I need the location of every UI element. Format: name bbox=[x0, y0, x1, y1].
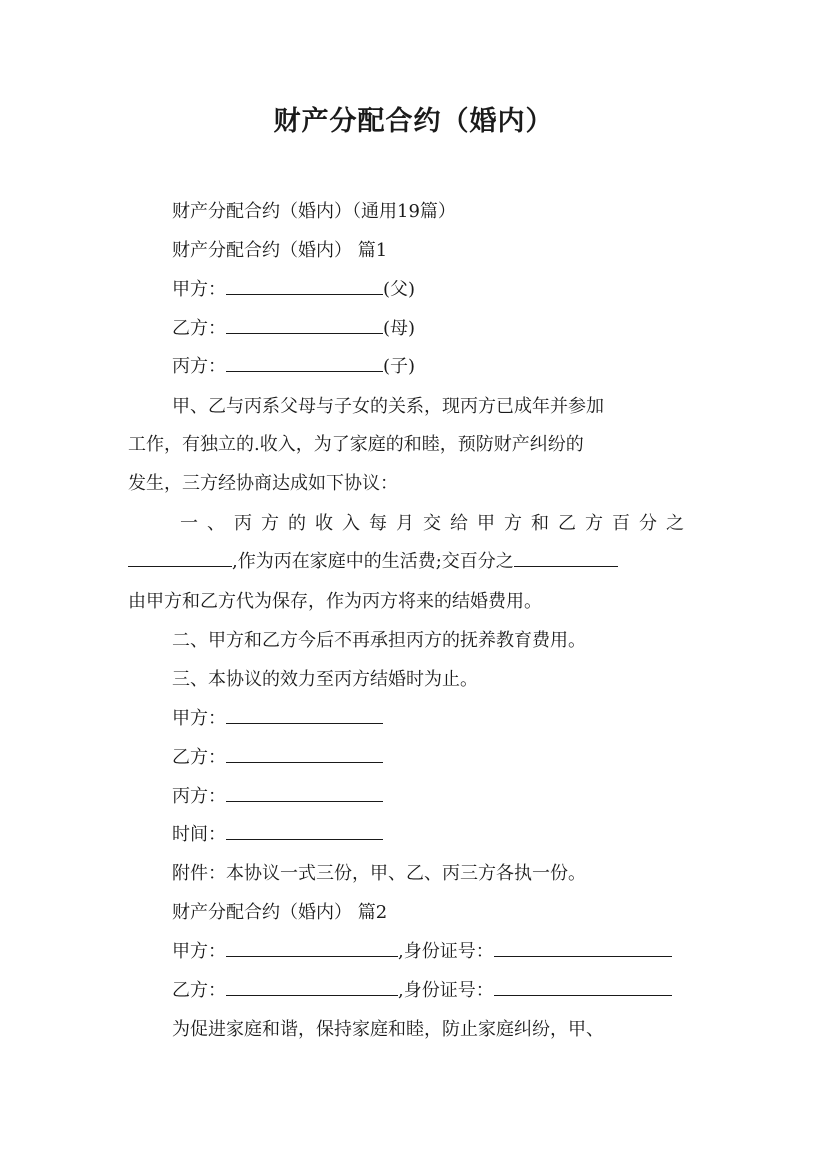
party-c-blank bbox=[226, 353, 383, 372]
document-subtitle: 财产分配合约（婚内）（通用19篇） bbox=[172, 201, 456, 222]
party-a-line bbox=[172, 276, 415, 304]
clause-1-line-2 bbox=[128, 548, 701, 576]
paragraph-1-line-1: 甲、乙与丙系父母与子女的关系，现丙方已成年并参加 bbox=[172, 396, 604, 417]
signature-b-label: 乙方： bbox=[172, 747, 226, 768]
attachment-note: 附件：本协议一式三份，甲、乙、丙三方各执一份。 bbox=[172, 863, 586, 884]
section-2-party-a-blank bbox=[226, 938, 398, 957]
signature-c-line bbox=[172, 783, 383, 811]
party-c-line bbox=[172, 353, 415, 381]
party-a-note: (父) bbox=[383, 279, 416, 300]
party-c-note: (子) bbox=[383, 356, 416, 377]
signature-c-label: 丙方： bbox=[172, 786, 226, 807]
signature-a-label: 甲方： bbox=[172, 708, 226, 729]
signature-b-blank bbox=[226, 744, 383, 763]
section-2-paragraph-1-line-1: 为促进家庭和谐，保持家庭和睦，防止家庭纠纷，甲、 bbox=[172, 1019, 604, 1040]
clause-1-blank-percent-saving bbox=[514, 548, 618, 567]
clause-2: 二、甲方和乙方今后不再承担丙方的抚养教育费用。 bbox=[172, 630, 586, 651]
signature-a-line bbox=[172, 705, 383, 733]
party-a-blank bbox=[226, 276, 383, 295]
signature-b-line bbox=[172, 744, 383, 772]
section-2-party-b-label: 乙方： bbox=[172, 980, 226, 1001]
party-c-label: 丙方： bbox=[172, 356, 226, 377]
paragraph-1-line-3: 发生，三方经协商达成如下协议： bbox=[128, 473, 398, 494]
party-b-note: (母) bbox=[383, 318, 416, 339]
section-2-party-a-line bbox=[172, 938, 672, 966]
party-a-label: 甲方： bbox=[172, 279, 226, 300]
section-2-id-label-a: ,身份证号： bbox=[398, 941, 494, 962]
section-2-id-label-b: ,身份证号： bbox=[398, 980, 494, 1001]
party-b-label: 乙方： bbox=[172, 318, 226, 339]
signature-c-blank bbox=[226, 783, 383, 802]
party-b-line bbox=[172, 315, 415, 343]
section-1-heading: 财产分配合约（婚内） 篇1 bbox=[172, 240, 388, 261]
signature-time-label: 时间： bbox=[172, 824, 226, 845]
clause-1-line-1: 一、丙方的收入每月交给甲方和乙方百分之 bbox=[180, 513, 693, 534]
clause-3: 三、本协议的效力至丙方结婚时为止。 bbox=[172, 669, 478, 690]
document-title: 财产分配合约（婚内） bbox=[273, 106, 554, 137]
signature-time-blank bbox=[226, 821, 383, 840]
section-2-party-b-blank bbox=[226, 977, 398, 996]
section-2-id-blank-b bbox=[494, 977, 672, 996]
paragraph-1-line-2: 工作，有独立的.收入，为了家庭的和睦，预防财产纠纷的 bbox=[128, 434, 584, 455]
clause-1-line-3: 由甲方和乙方代为保存，作为丙方将来的结婚费用。 bbox=[128, 591, 542, 612]
clause-1-line-2-text: ,作为丙在家庭中的生活费;交百分之 bbox=[232, 551, 514, 572]
section-2-party-b-line bbox=[172, 977, 672, 1005]
section-2-party-a-label: 甲方： bbox=[172, 941, 226, 962]
section-2-heading: 财产分配合约（婚内） 篇2 bbox=[172, 902, 388, 923]
party-b-blank bbox=[226, 315, 383, 334]
section-2-id-blank-a bbox=[494, 938, 672, 957]
signature-time-line bbox=[172, 821, 383, 849]
signature-a-blank bbox=[226, 705, 383, 724]
clause-1-blank-percent-living bbox=[128, 548, 232, 567]
